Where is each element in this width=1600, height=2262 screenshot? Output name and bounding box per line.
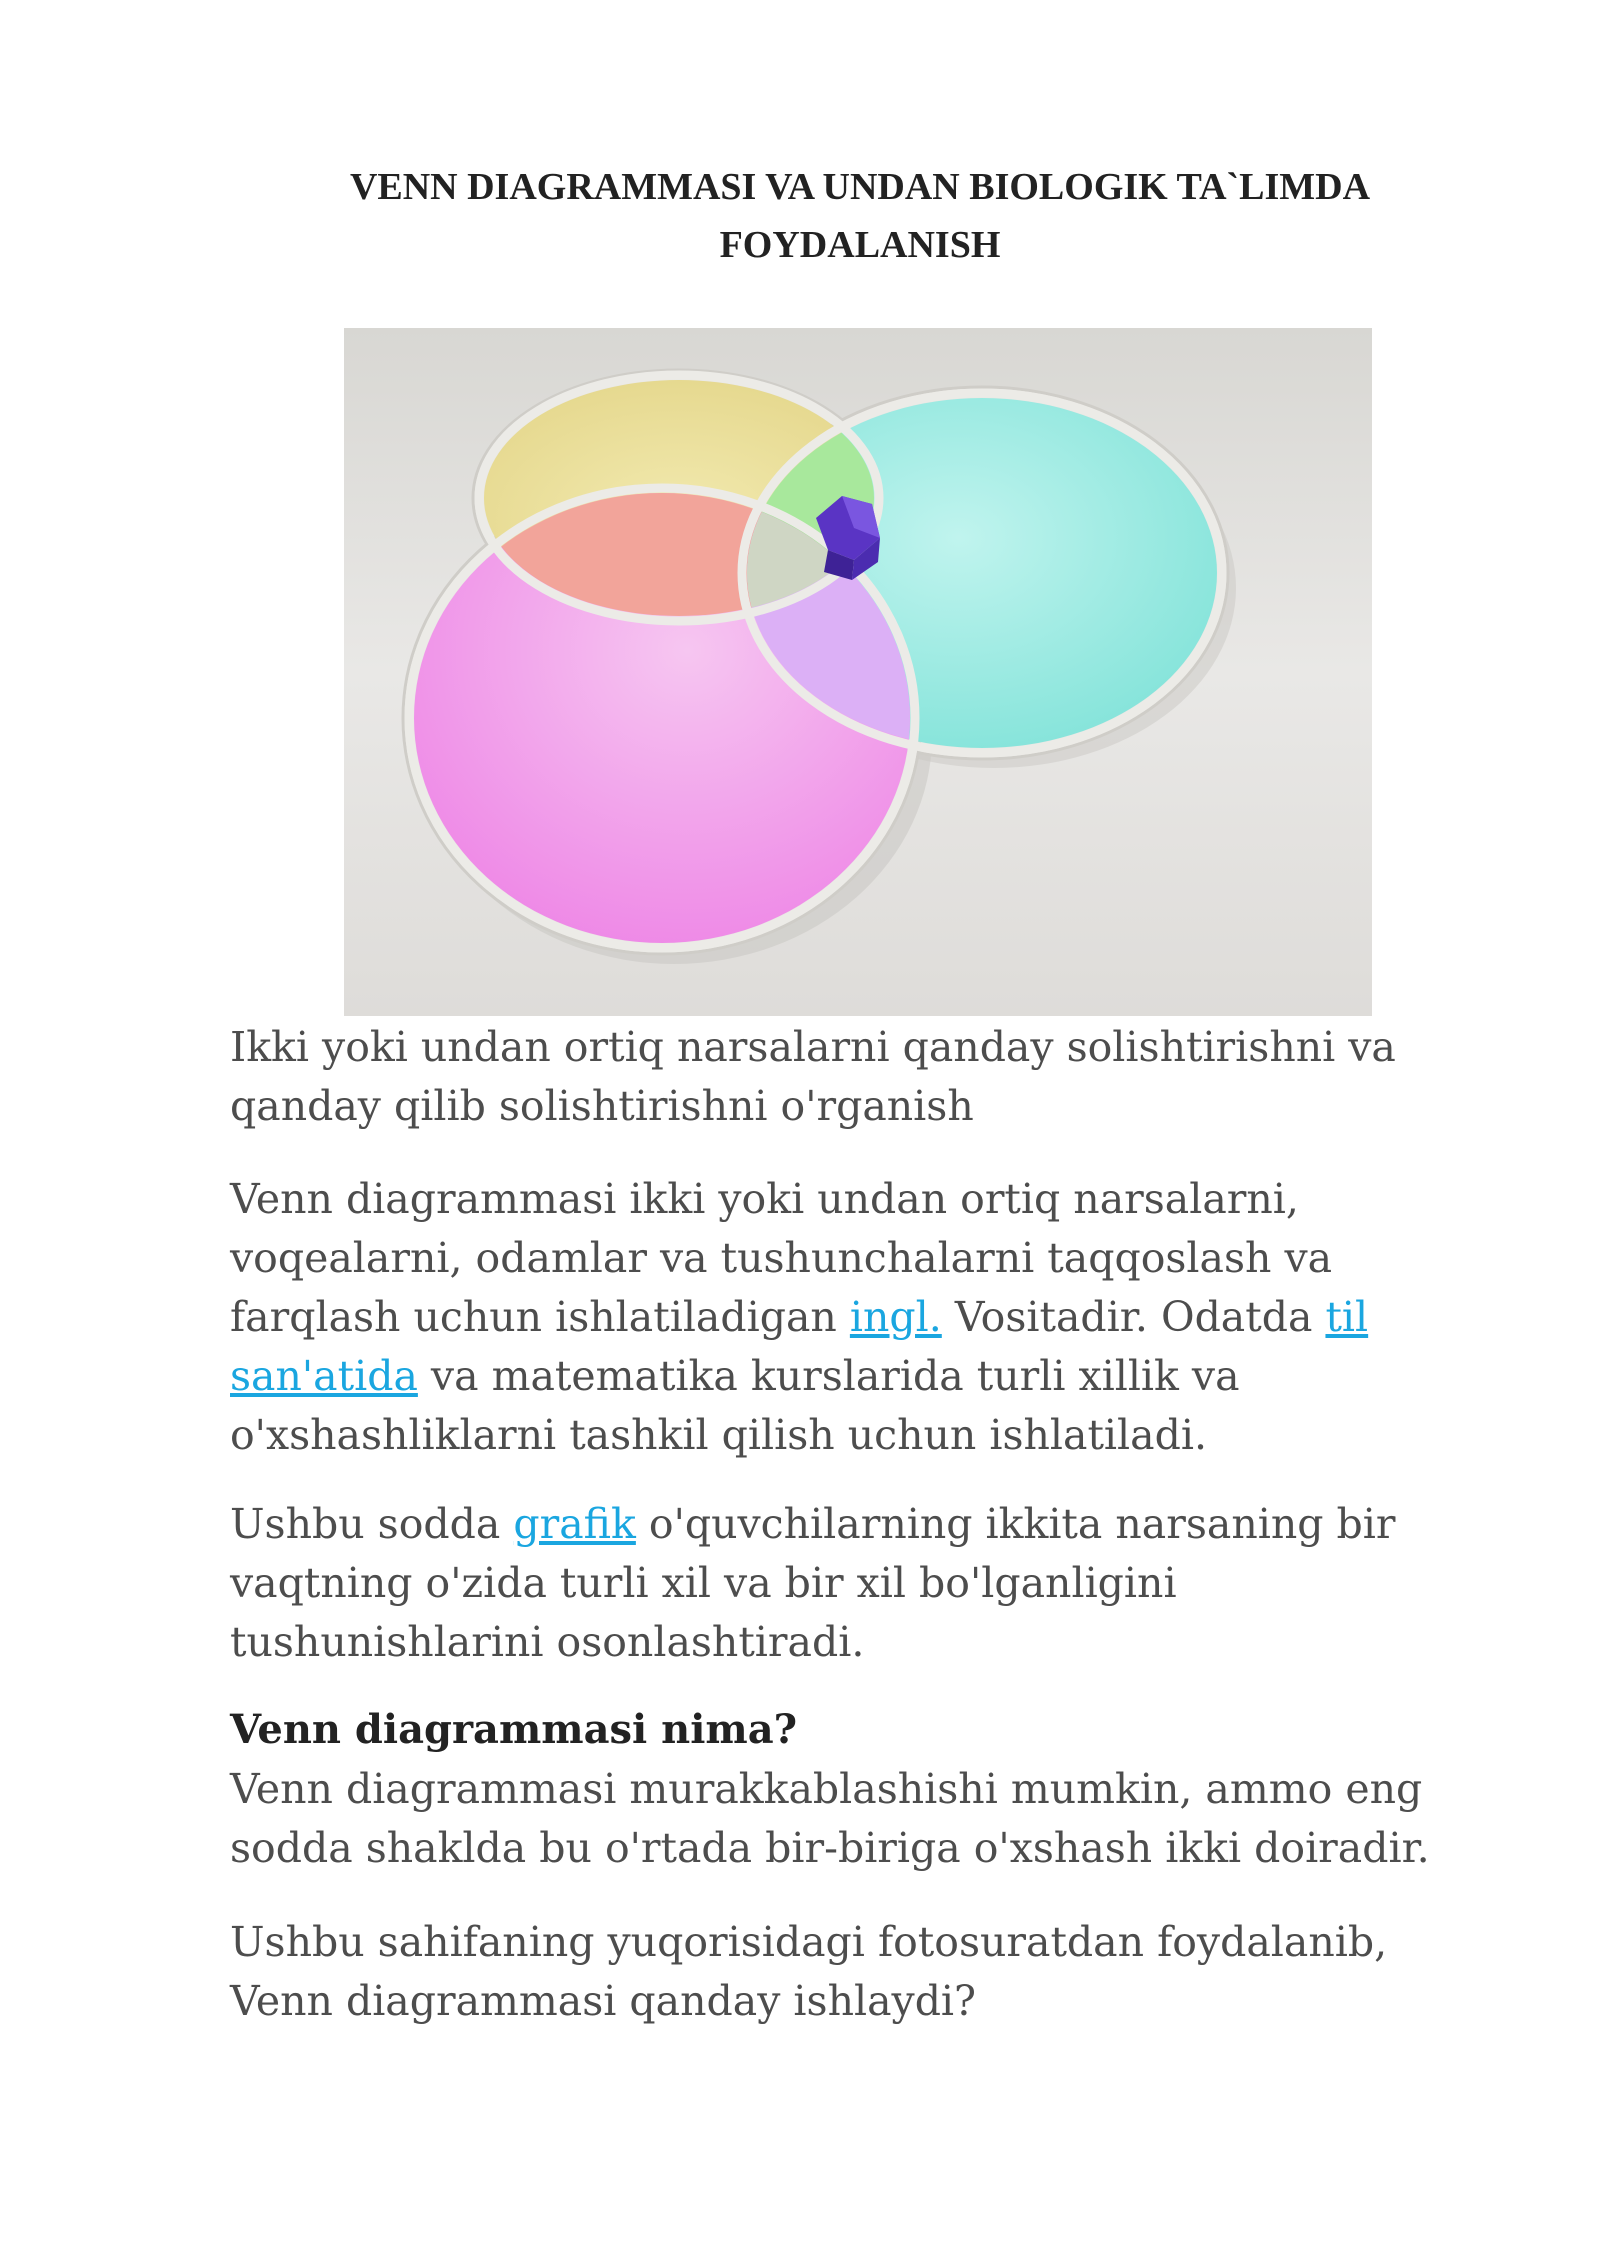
- intro-paragraph: [230, 1018, 1440, 1136]
- text-segment: farqlash uchun ishlatiladigan: [230, 1293, 850, 1341]
- text-line: [230, 1288, 1440, 1347]
- text-segment: o'quvchilarning ikkita narsaning bir: [635, 1500, 1396, 1548]
- text-segment: Vositadir. Odatda: [941, 1293, 1326, 1341]
- document-title: [240, 158, 1480, 274]
- text-segment: va matematika kurslarida turli xillik va: [417, 1352, 1240, 1400]
- venn-diagram-photo: [344, 328, 1372, 1016]
- section-heading: Venn diagrammasi nima?: [230, 1706, 798, 1753]
- text-line: vaqtning o'zida turli xil va bir xil bo'lganligini: [230, 1559, 1177, 1607]
- text-line: voqealarni, odamlar va tushunchalarni taqqoslash va: [230, 1234, 1333, 1282]
- definition-paragraph: [230, 1170, 1440, 1465]
- text-line: [230, 1495, 1440, 1554]
- text-line: sodda shaklda bu o'rtada bir-biriga o'xshash ikki doiradir.: [230, 1824, 1430, 1872]
- link-grafik[interactable]: grafik: [513, 1500, 636, 1548]
- text-line: qanday qilib solishtirishni o'rganish: [230, 1082, 974, 1130]
- link-til-sanatida-part2[interactable]: san'atida: [230, 1352, 418, 1400]
- text-line: Venn diagrammasi qanday ishlaydi?: [230, 1977, 977, 2025]
- title-line-2: FOYDALANISH: [719, 224, 1001, 266]
- text-line: Ushbu sahifaning yuqorisidagi fotosuratdan foydalanib,: [230, 1918, 1388, 1966]
- link-til-sanatida-part1[interactable]: til: [1325, 1293, 1369, 1341]
- text-line: o'xshashliklarni tashkil qilish uchun ishlatiladi.: [230, 1411, 1207, 1459]
- text-segment: Ushbu sodda: [230, 1500, 514, 1548]
- title-line-1: VENN DIAGRAMMASI VA UNDAN BIOLOGIK TA`LIMDA: [349, 166, 1371, 208]
- graphic-paragraph: [230, 1495, 1440, 1672]
- question-paragraph: [230, 1913, 1440, 2031]
- text-line: Venn diagrammasi murakkablashishi mumkin, ammo eng: [230, 1765, 1423, 1813]
- what-is-paragraph: [230, 1760, 1440, 1878]
- text-line: [230, 1347, 1440, 1406]
- text-line: Ikki yoki undan ortiq narsalarni qanday solishtirishni va: [230, 1023, 1396, 1071]
- venn-diagram-illustration: [344, 328, 1372, 1016]
- text-line: Venn diagrammasi ikki yoki undan ortiq narsalarni,: [230, 1175, 1299, 1223]
- link-ingl[interactable]: ingl.: [849, 1293, 942, 1341]
- text-line: tushunishlarini osonlashtiradi.: [230, 1618, 865, 1666]
